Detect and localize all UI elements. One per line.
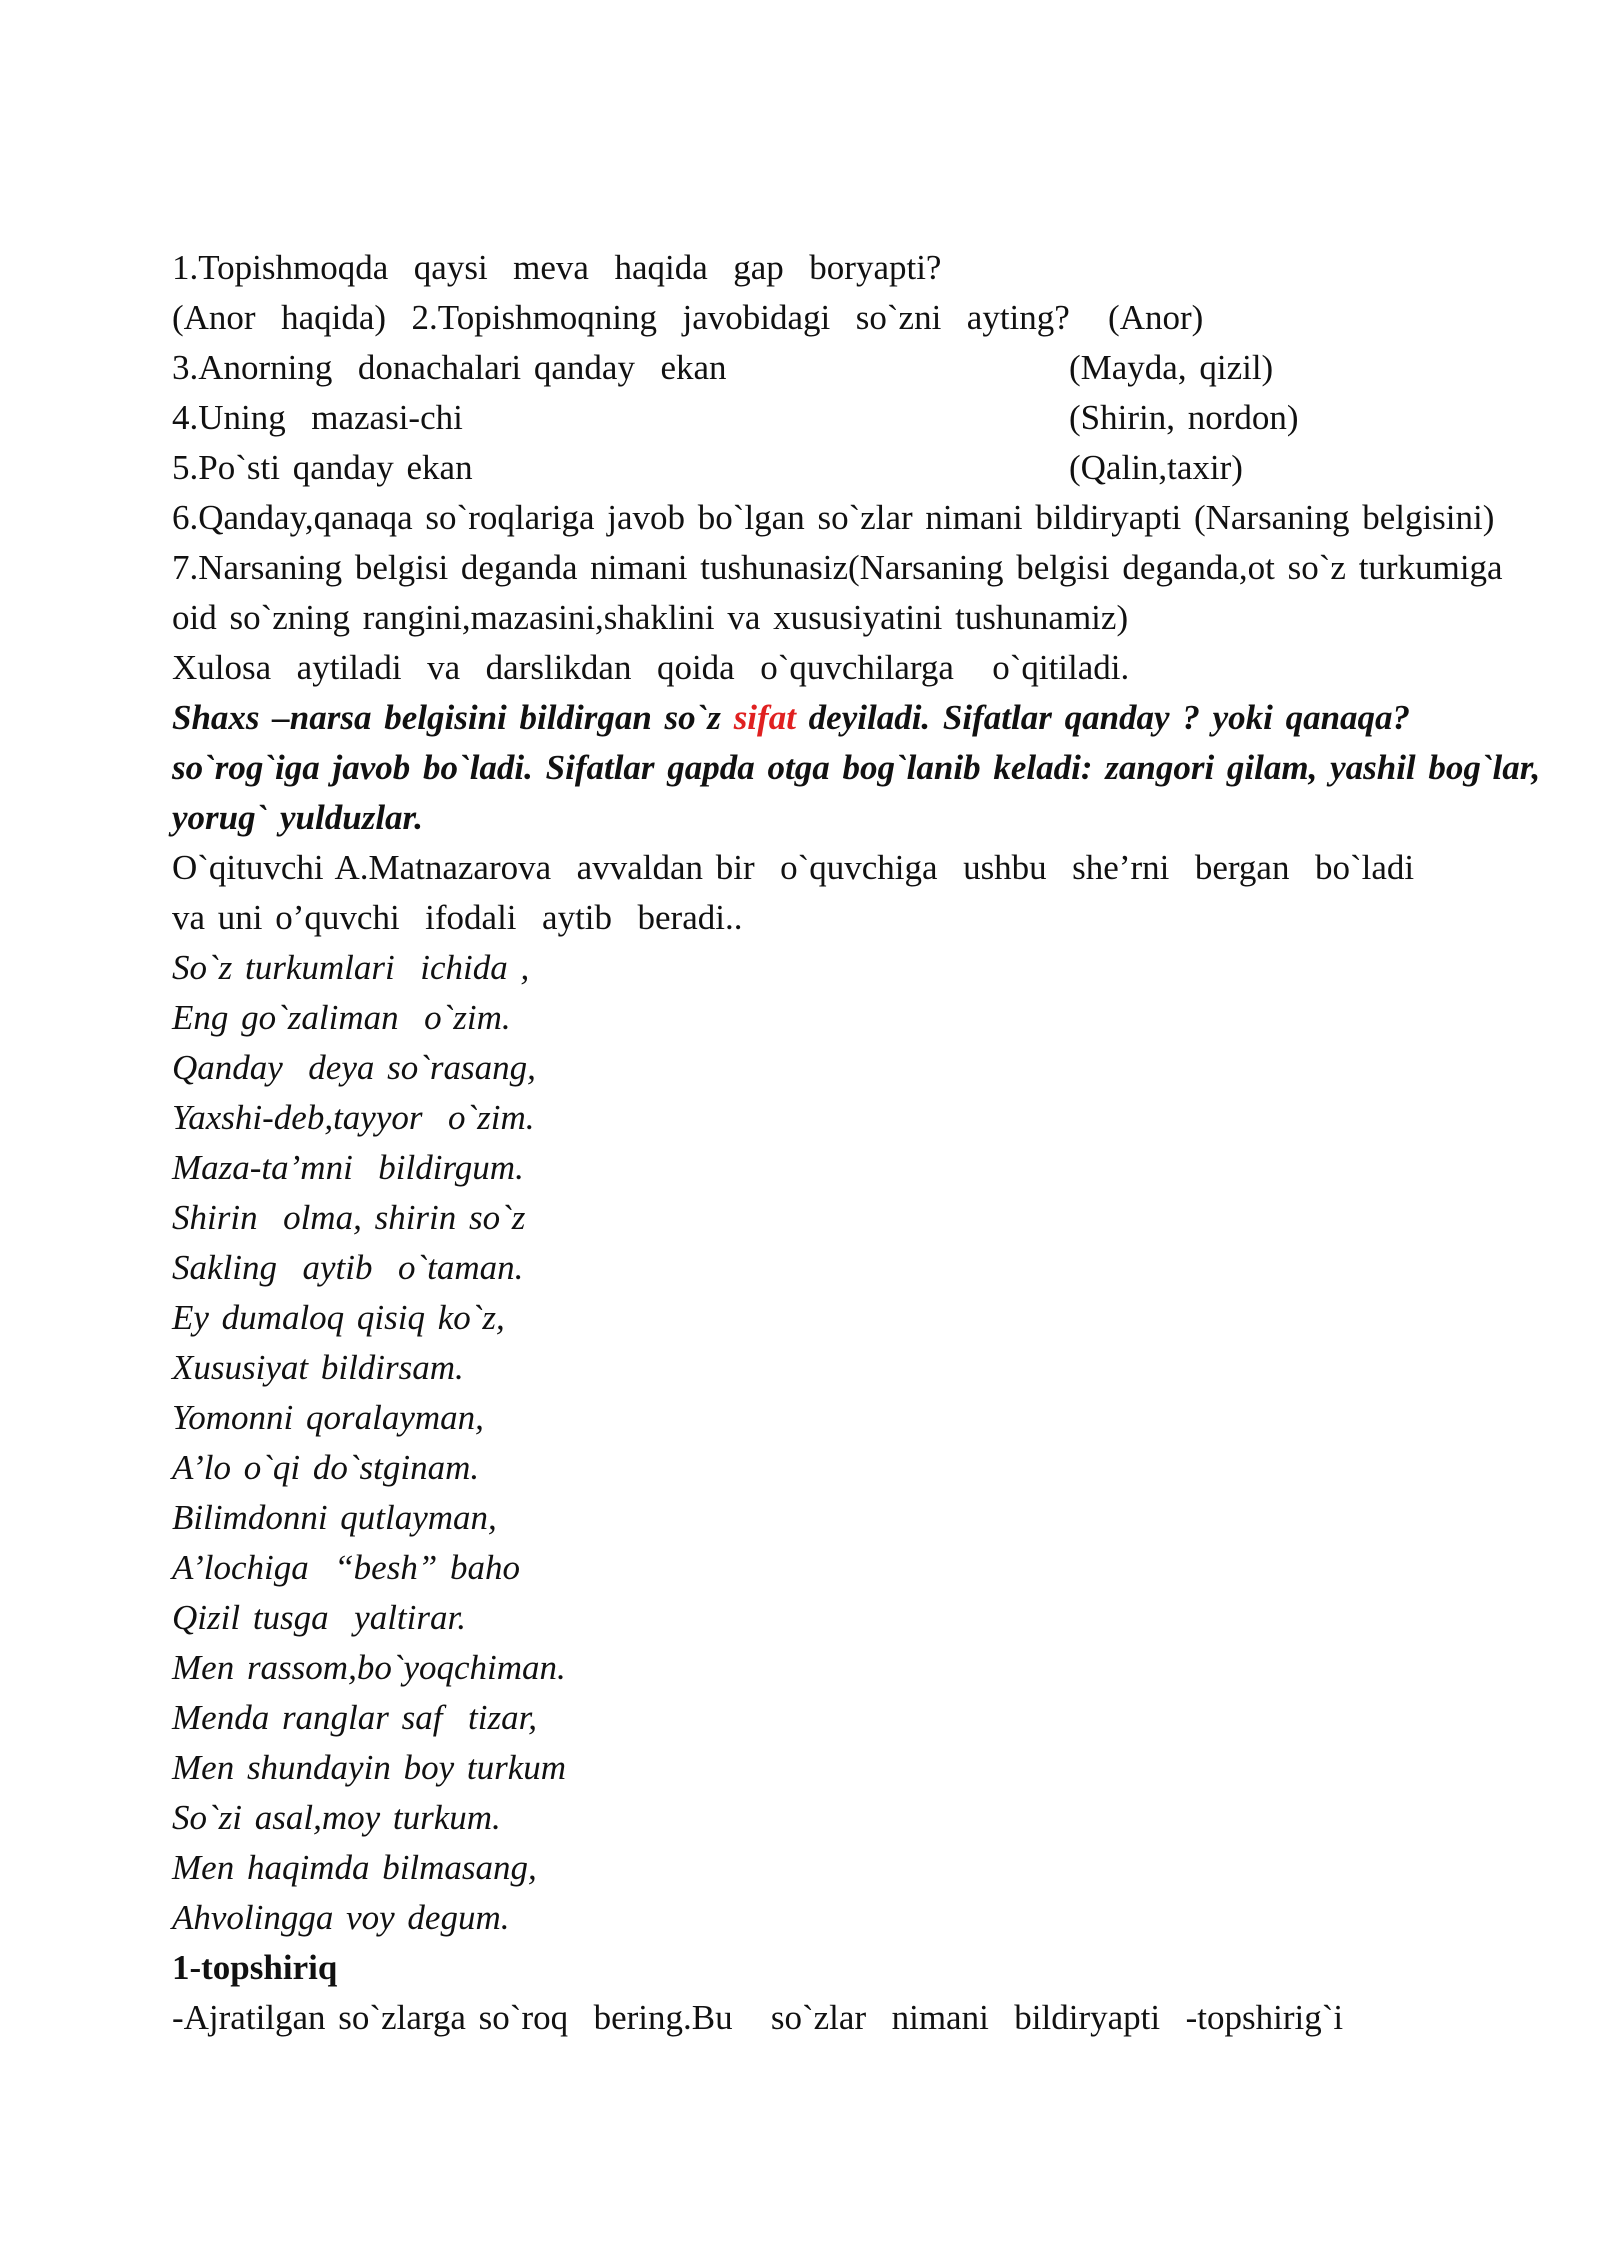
question-4: 4.Uning mazasi-chi (172, 398, 463, 437)
question-6: 6.Qanday,qanaqa so`roqlariga javob bo`lgan so`zlar nimani bildiryapti (Narsaning belgisini) (172, 498, 1495, 537)
task-text: -Ajratilgan so`zlarga so`roq bering.Bu so`zlar nimani bildiryapti -topshirig`i (172, 1998, 1344, 2037)
poem-line: Men shundayin boy turkum (172, 1748, 567, 1787)
teacher-note-line-1: O`qituvchi A.Matnazarova avvaldan bir o`quvchiga ushbu she’rni bergan bo`ladi (172, 848, 1415, 887)
poem-line: Men rassom,bo`yoqchiman. (172, 1648, 566, 1687)
poem-line: A’lo o`qi do`stginam. (172, 1448, 480, 1487)
rule-part-1: Shaxs –narsa belgisini bildirgan so`z (172, 698, 734, 737)
rule-part-2: deyiladi. Sifatlar qanday ? yoki qanaqa? so`rog`iga javob bo`ladi. Sifatlar gapda otga bog`lanib keladi: zangori gilam, yashil bog`lar, yorug` yulduzlar. (172, 698, 1541, 837)
question-3: 3.Anorning donachalari qanday ekan (172, 348, 727, 387)
poem-line: Sakling aytib o`taman. (172, 1248, 524, 1287)
conclusion-text: Xulosa aytiladi va darslikdan qoida o`quvchilarga o`qitiladi. (172, 648, 1130, 687)
question-2: (Anor haqida) 2.Topishmoqning javobidagi so`zni ayting? (Anor) (172, 298, 1204, 337)
poem-line: Qizil tusga yaltirar. (172, 1598, 466, 1637)
question-4-answer: (Shirin, nordon) (1069, 398, 1299, 437)
poem-line: So`z turkumlari ichida , (172, 948, 530, 987)
rule-highlight: sifat (733, 698, 796, 737)
question-3-answer: (Mayda, qizil) (1069, 348, 1274, 387)
poem-line: Menda ranglar saf tizar, (172, 1698, 538, 1737)
question-5-row (172, 443, 1542, 493)
poem-line: Shirin olma, shirin so`z (172, 1198, 526, 1237)
poem-line: Men haqimda bilmasang, (172, 1848, 537, 1887)
teacher-note-line-2: va uni o’quvchi ifodali aytib beradi.. (172, 898, 743, 937)
poem-line: A’lochiga “besh” baho (172, 1548, 521, 1587)
question-5: 5.Po`sti qanday ekan (172, 448, 473, 487)
poem-line: So`zi asal,moy turkum. (172, 1798, 501, 1837)
poem-line: Qanday deya so`rasang, (172, 1048, 536, 1087)
poem-line: Bilimdonni qutlayman, (172, 1498, 497, 1537)
poem-line: Yomonni qoralayman, (172, 1398, 484, 1437)
poem-line: Ahvolingga voy degum. (172, 1898, 510, 1937)
question-7: 7.Narsaning belgisi deganda nimani tushunasiz(Narsaning belgisi deganda,ot so`z turkumiga oid so`zning rangini,mazasini,shaklini va xususiyatini tushunamiz) (172, 548, 1503, 637)
question-1: 1.Topishmoqda qaysi meva haqida gap boryapti? (172, 248, 942, 287)
poem-line: Eng go`zaliman o`zim. (172, 998, 511, 1037)
question-4-row (172, 393, 1542, 443)
question-3-row (172, 343, 1542, 393)
poem-line: Xususiyat bildirsam. (172, 1348, 464, 1387)
task-heading: 1-topshiriq (172, 1948, 338, 1987)
question-5-answer: (Qalin,taxir) (1069, 448, 1243, 487)
poem-line: Ey dumaloq qisiq ko`z, (172, 1298, 505, 1337)
poem (172, 943, 1542, 1943)
rule-definition (172, 693, 1542, 843)
document-page (172, 243, 1542, 2043)
poem-line: Maza-ta’mni bildirgum. (172, 1148, 524, 1187)
poem-line: Yaxshi-deb,tayyor o`zim. (172, 1098, 535, 1137)
